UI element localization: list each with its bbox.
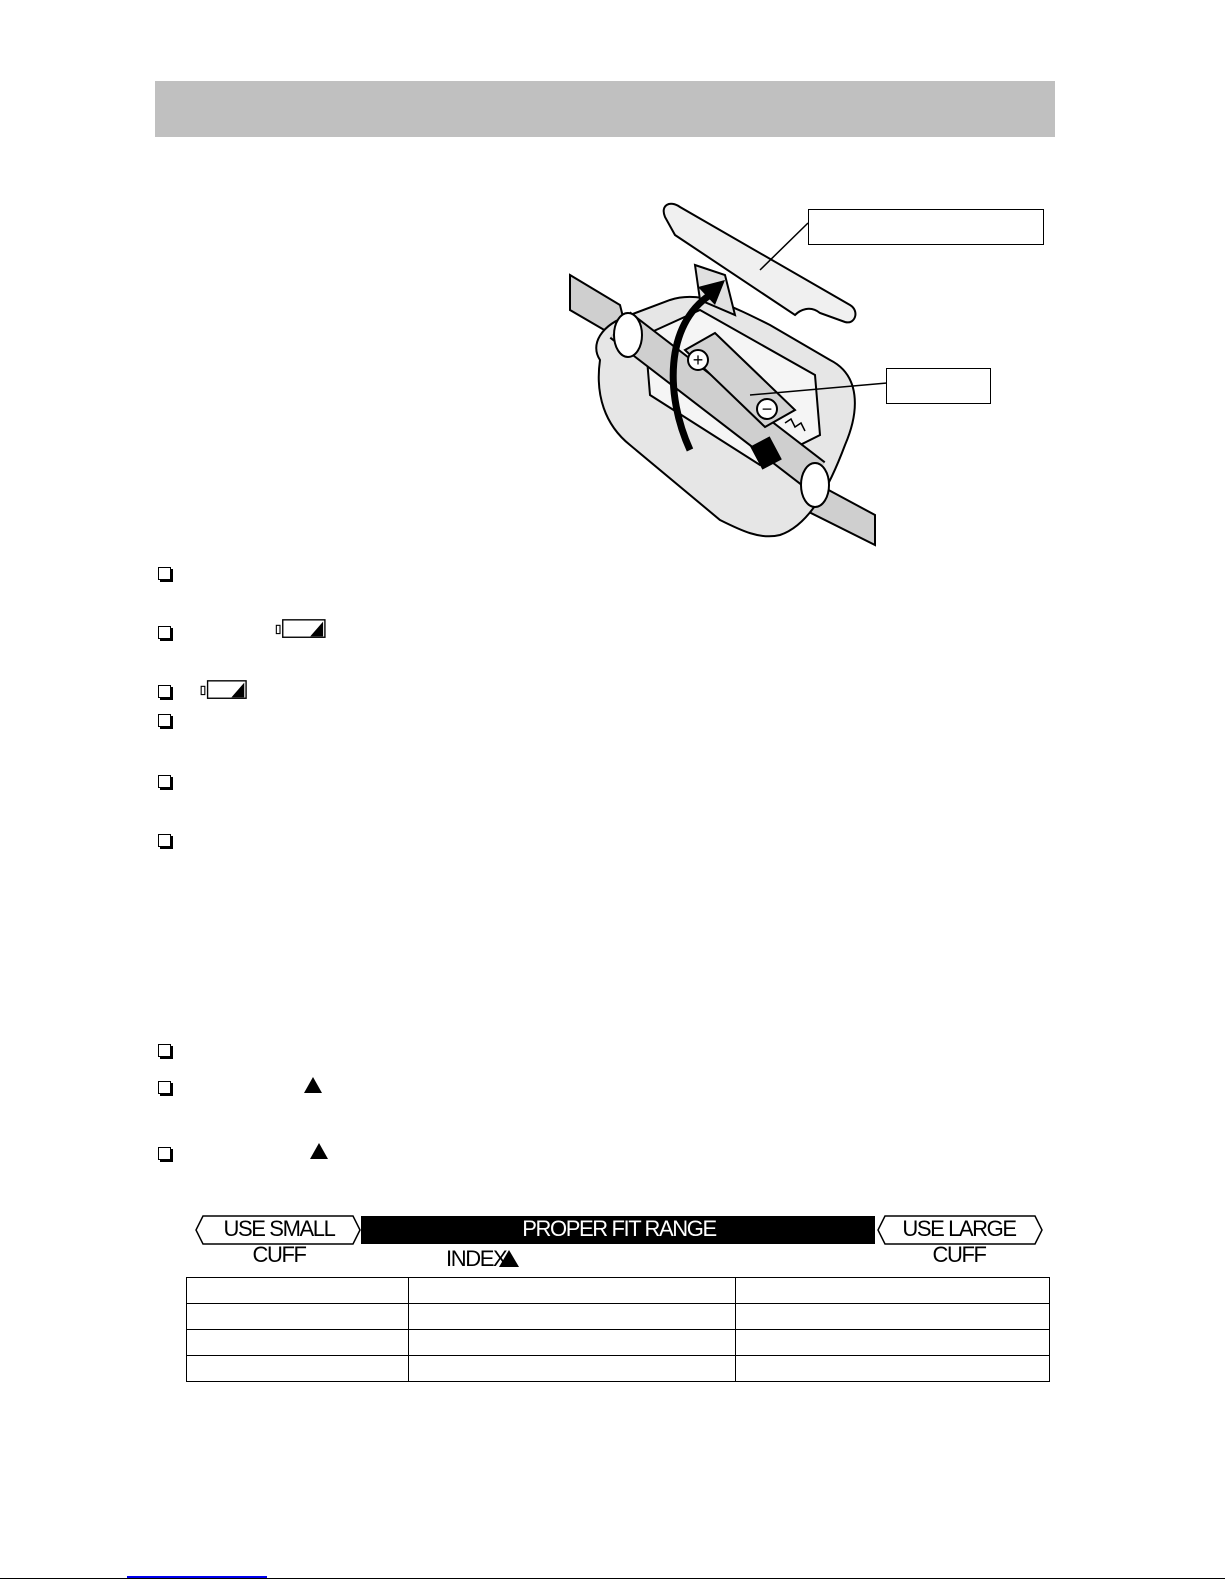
- table-cell: [187, 1304, 409, 1330]
- table-cell: [187, 1278, 409, 1304]
- section-header-bar: [155, 81, 1055, 137]
- table-cell: [409, 1304, 736, 1330]
- checkbox-icon: [158, 714, 171, 727]
- index-triangle-icon: [304, 1077, 322, 1093]
- checkbox-icon: [158, 1081, 171, 1094]
- checkbox-icon: [158, 685, 171, 698]
- table-cell: [736, 1304, 1050, 1330]
- table-cell: [409, 1278, 736, 1304]
- table-row: [187, 1330, 1050, 1356]
- footer-link[interactable]: [127, 1576, 267, 1578]
- checkbox-icon: [158, 1044, 171, 1057]
- battery-callout: [886, 368, 991, 404]
- table-row: [187, 1304, 1050, 1330]
- table-cell: [409, 1356, 736, 1382]
- index-triangle-icon: [310, 1143, 328, 1159]
- table-cell: [187, 1330, 409, 1356]
- footer-rule: [0, 1578, 1225, 1579]
- svg-text:+: +: [692, 350, 704, 370]
- proper-fit-range-label: PROPER FIT RANGE: [522, 1216, 716, 1241]
- table-cell: [736, 1330, 1050, 1356]
- checkbox-icon: [158, 567, 171, 580]
- cover-callout: [808, 209, 1044, 245]
- table-row: [187, 1356, 1050, 1382]
- table-cell: [409, 1330, 736, 1356]
- table-row: [187, 1278, 1050, 1304]
- low-battery-icon: [198, 679, 252, 701]
- cuff-size-table: [186, 1277, 1050, 1382]
- index-label: INDEX: [446, 1246, 507, 1271]
- table-cell: [736, 1278, 1050, 1304]
- checkbox-icon: [158, 775, 171, 788]
- checkbox-icon: [158, 834, 171, 847]
- use-large-cuff-label: USE LARGE CUFF: [902, 1216, 1016, 1267]
- use-small-cuff-label: USE SMALL CUFF: [223, 1216, 335, 1267]
- table-cell: [187, 1356, 409, 1382]
- checkbox-icon: [158, 626, 171, 639]
- tube-collar-right: [801, 463, 829, 507]
- tube-collar-left: [614, 313, 642, 357]
- table-cell: [736, 1356, 1050, 1382]
- svg-text:−: −: [761, 399, 773, 419]
- low-battery-icon: [273, 618, 331, 640]
- index-triangle-icon: [499, 1250, 519, 1267]
- checkbox-icon: [158, 1147, 171, 1160]
